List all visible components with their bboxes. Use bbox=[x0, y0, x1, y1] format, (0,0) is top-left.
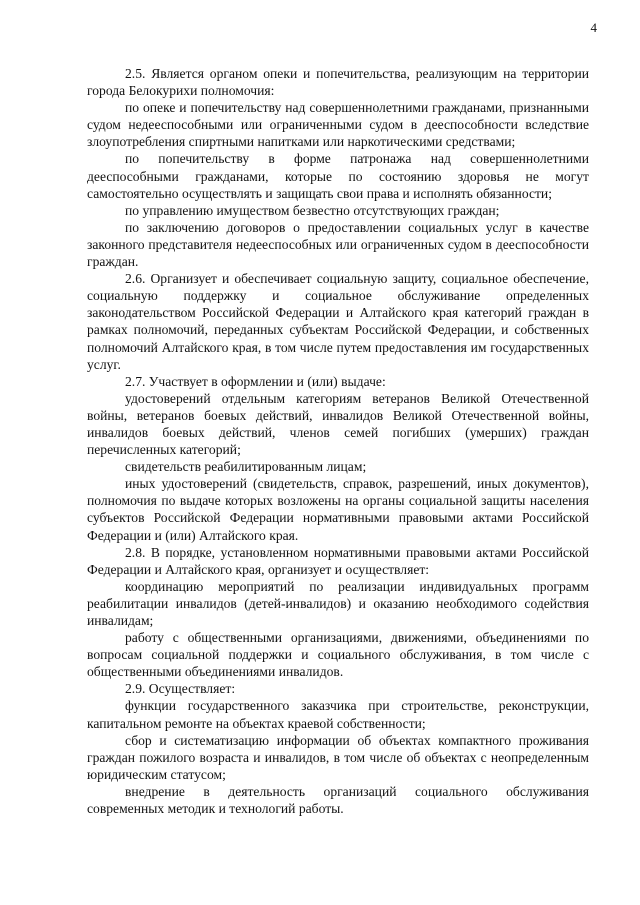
paragraph: по попечительству в форме патронажа над совершеннолетними дееспособными гражданами, которые по состоянию здоровья не могут самостоятельно осуществлять и защищать свои права и исполнять обязанности; bbox=[87, 151, 589, 201]
paragraph: по заключению договоров о предоставлении социальных услуг в качестве законного представителя недееспособных или ограниченных судом в дееспособности граждан. bbox=[87, 219, 589, 270]
paragraph: по управлению имуществом безвестно отсутствующих граждан; bbox=[125, 202, 500, 218]
paragraph: внедрение в деятельность организаций социального обслуживания современных методик и технологий работы. bbox=[87, 783, 589, 817]
paragraph: 2.8. В порядке, установленном нормативными правовыми актами Российской Федерации и Алтайского края, организует и осуществляет: bbox=[87, 544, 589, 577]
paragraph: 2.5. Является органом опеки и попечительства, реализующим на территории города Белокурихи полномочия: bbox=[87, 66, 589, 99]
paragraph: работу с общественными организациями, движениями, объединениями по вопросам социальной поддержки и социального обслуживания, в том числе с общественными объединениями инвалидов. bbox=[87, 630, 589, 680]
paragraph: по опеке и попечительству над совершеннолетними гражданами, признанными судом недееспособными или ограниченными судом в дееспособности вследствие злоупотребления спиртными напитками или наркотическими средствами; bbox=[87, 100, 589, 150]
paragraph: координацию мероприятий по реализации индивидуальных программ реабилитации инвалидов (детей-инвалидов) и оказанию необходимого содействия инвалидам; bbox=[87, 578, 589, 628]
document-body bbox=[87, 65, 589, 817]
paragraph: 2.7. Участвует в оформлении и (или) выдаче: bbox=[125, 373, 386, 389]
paragraph: свидетельств реабилитированным лицам; bbox=[125, 459, 367, 475]
paragraph: сбор и систематизацию информации об объектах компактного проживания граждан пожилого возраста и инвалидов, в том числе об объектах с неопределенным юридическим статусом; bbox=[87, 732, 589, 782]
paragraph: 2.9. Осуществляет: bbox=[125, 681, 236, 697]
page-number: 4 bbox=[590, 20, 597, 35]
paragraph: функции государственного заказчика при строительстве, реконструкции, капитальном ремонте на объектах краевой собственности; bbox=[87, 698, 589, 731]
paragraph: иных удостоверений (свидетельств, справок, разрешений, иных документов), полномочия по выдаче которых возложены на органы социальной защиты населения субъектов Российской Федерации нормативными правовыми актами Российской Федерации и (или) Алтайского края. bbox=[87, 476, 589, 543]
paragraph: 2.6. Организует и обеспечивает социальную защиту, социальное обеспечение, социальную поддержку и социальное обслуживание определенных законодательством Российской Федерации и Алтайского края категорий граждан в рамках полномочий, переданных субъектам Российской Федерации, и собственных полномочий Алтайского края, в том числе путем предоставления им государственных услуг. bbox=[87, 271, 589, 372]
paragraph: удостоверений отдельным категориям ветеранов Великой Отечественной войны, ветеранов боевых действий, инвалидов Великой Отечественной войны, инвалидов боевых действий, членов семей погибших (умерших) граждан перечисленных категорий; bbox=[87, 390, 589, 458]
